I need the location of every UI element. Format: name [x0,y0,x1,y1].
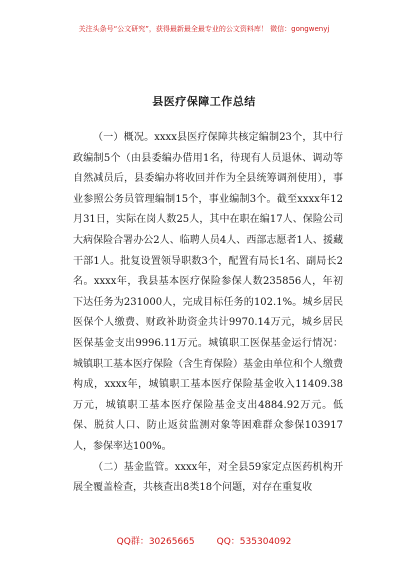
document-body [73,128,343,499]
paragraph-overview: （一）概况。xxxx县医疗保障共核定编制23个，其中行政编制5个（由县委编办借用1名，待现有人员退休、调动等自然减员后，县委编办将收回并作为全县统筹调剂使用），事业参照公务员管理编制15个，事业编制3个。截至xxxx年12月31日，实际在岗人数25人，其中在职在编17人、保险公司大病保险合署办公2人、临聘人员4人、西部志愿者1人、援藏干部1人。批复设置领导职数3个，配置有局长1名、副局长2名。xxxx年，我县基本医疗保险参保人数235856人，年初下达任务为231000人，完成目标任务的102.1%。城乡居民医保个人缴费、财政补助资金共计9970.14万元，城乡居民医保基金支出9996.11万元。城镇职工医保基金运行情况：城镇职工基本医疗保险（含生育保险）基金由单位和个人缴费构成，xxxx年，城镇职工基本医疗保险基金收入11409.38万元，城镇职工基本医疗保险基金支出4884.92万元。低保、脱贫人口、防止返贫监测对象等困难群众参保103917人，参保率达100%。 [73,132,343,452]
footer-qq: QQ：535304092 [216,537,292,547]
paragraph-fund-supervision: （二）基金监管。xxxx年，对全县59家定点医药机构开展全覆盖检查，共核查出8类18个问题，对存在重复收 [73,461,343,494]
footer-qq-group: QQ群：30265665 [116,537,195,547]
footer-contact [0,536,408,548]
header-notice: 关注头条号“公文研究”，获得最新最全最专业的公文资料库！ 微信：gongwenyj [78,25,330,33]
document-title: 县医疗保障工作总结 [152,95,256,108]
